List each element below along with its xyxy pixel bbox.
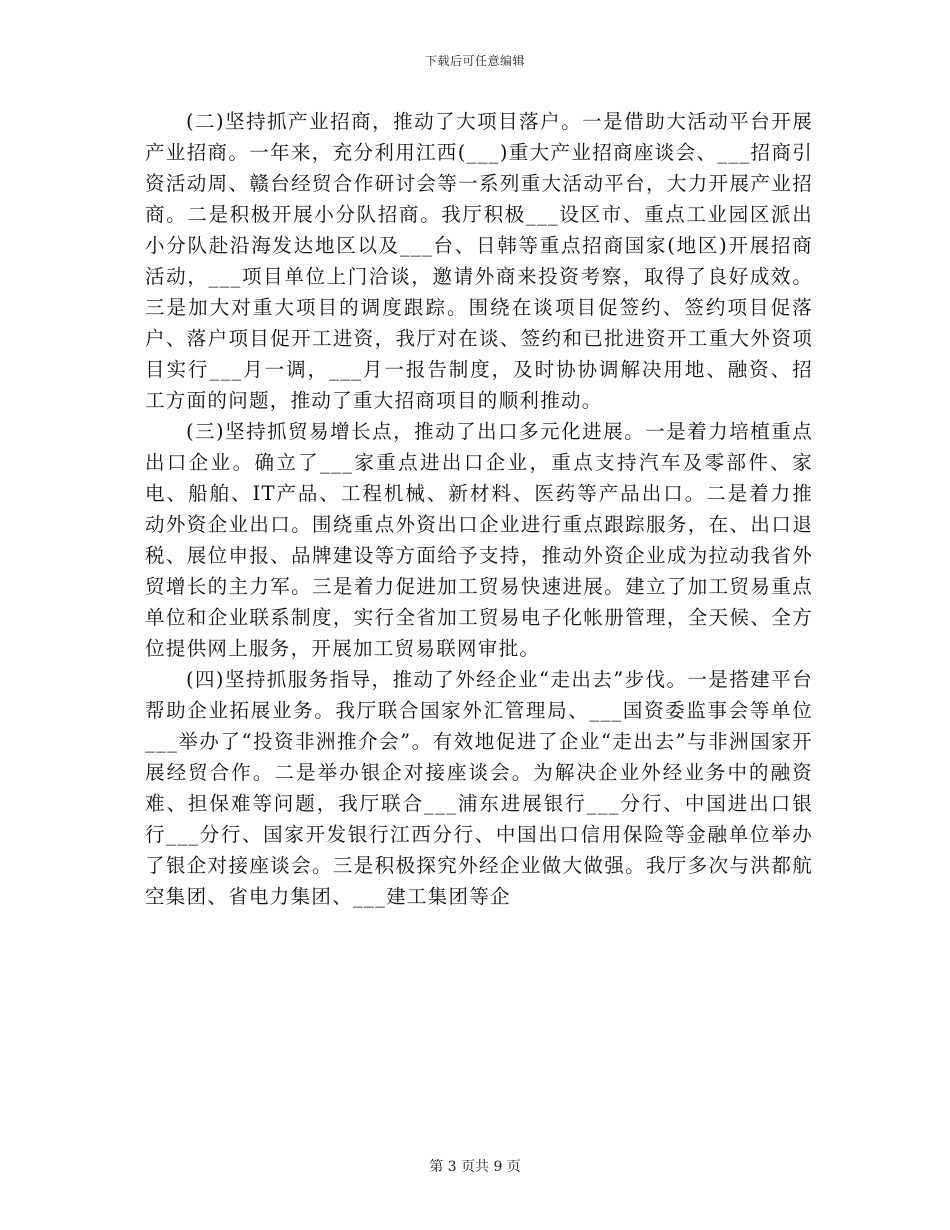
document-body [145,106,813,912]
page-number: 第 3 页共 9 页 [429,1159,521,1175]
paragraph-service-guidance: (四)坚持抓服务指导，推动了外经企业“走出去”步伐。一是搭建平台帮助企业拓展业务。我厅联合国家外汇管理局、___国资委监事会等单位___举办了“投资非洲推介会”。有效地促进了企业“走出去”与非洲国家开展经贸合作。二是举办银企对接座谈会。为解决企业外经业务中的融资难、担保难等问题，我厅联合___浦东进展银行___分行、中国进出口银行___分行、国家开发银行江西分行、中国出口信用保险等金融单位举办了银企对接座谈会。三是积极探究外经企业做大做强。我厅多次与洪都航空集团、省电力集团、___建工集团等企 [145,668,813,908]
paragraph-trade-growth: (三)坚持抓贸易增长点，推动了出口多元化进展。一是着力培植重点出口企业。确立了___家重点进出口企业，重点支持汽车及零部件、家电、船舶、IT产品、工程机械、新材料、医药等产品出口。二是着力推动外资企业出口。围绕重点外资出口企业进行重点跟踪服务，在、出口退税、展位申报、品牌建设等方面给予支持，推动外资企业成为拉动我省外贸增长的主力军。三是着力促进加工贸易快速进展。建立了加工贸易重点单位和企业联系制度，实行全省加工贸易电子化帐册管理，全天候、全方位提供网上服务，开展加工贸易联网审批。 [145,420,813,660]
paragraph-industry-investment: (二)坚持抓产业招商，推动了大项目落户。一是借助大活动平台开展产业招商。一年来，充分利用江西(___)重大产业招商座谈会、___招商引资活动周、赣台经贸合作研讨会等一系列重大活动平台，大力开展产业招商。二是积极开展小分队招商。我厅积极___设区市、重点工业园区派出小分队赴沿海发达地区以及___台、日韩等重点招商国家(地区)开展招商活动，___项目单位上门洽谈，邀请外商来投资考察，取得了良好成效。三是加大对重大项目的调度跟踪。围绕在谈项目促签约、签约项目促落户、落户项目促开工进资，我厅对在谈、签约和已批进资开工重大外资项目实行___月一调，___月一报告制度，及时协协调解决用地、融资、招工方面的问题，推动了重大招商项目的顺利推动。 [145,110,813,412]
page-header-note: 下载后可任意编辑 [424,54,525,68]
